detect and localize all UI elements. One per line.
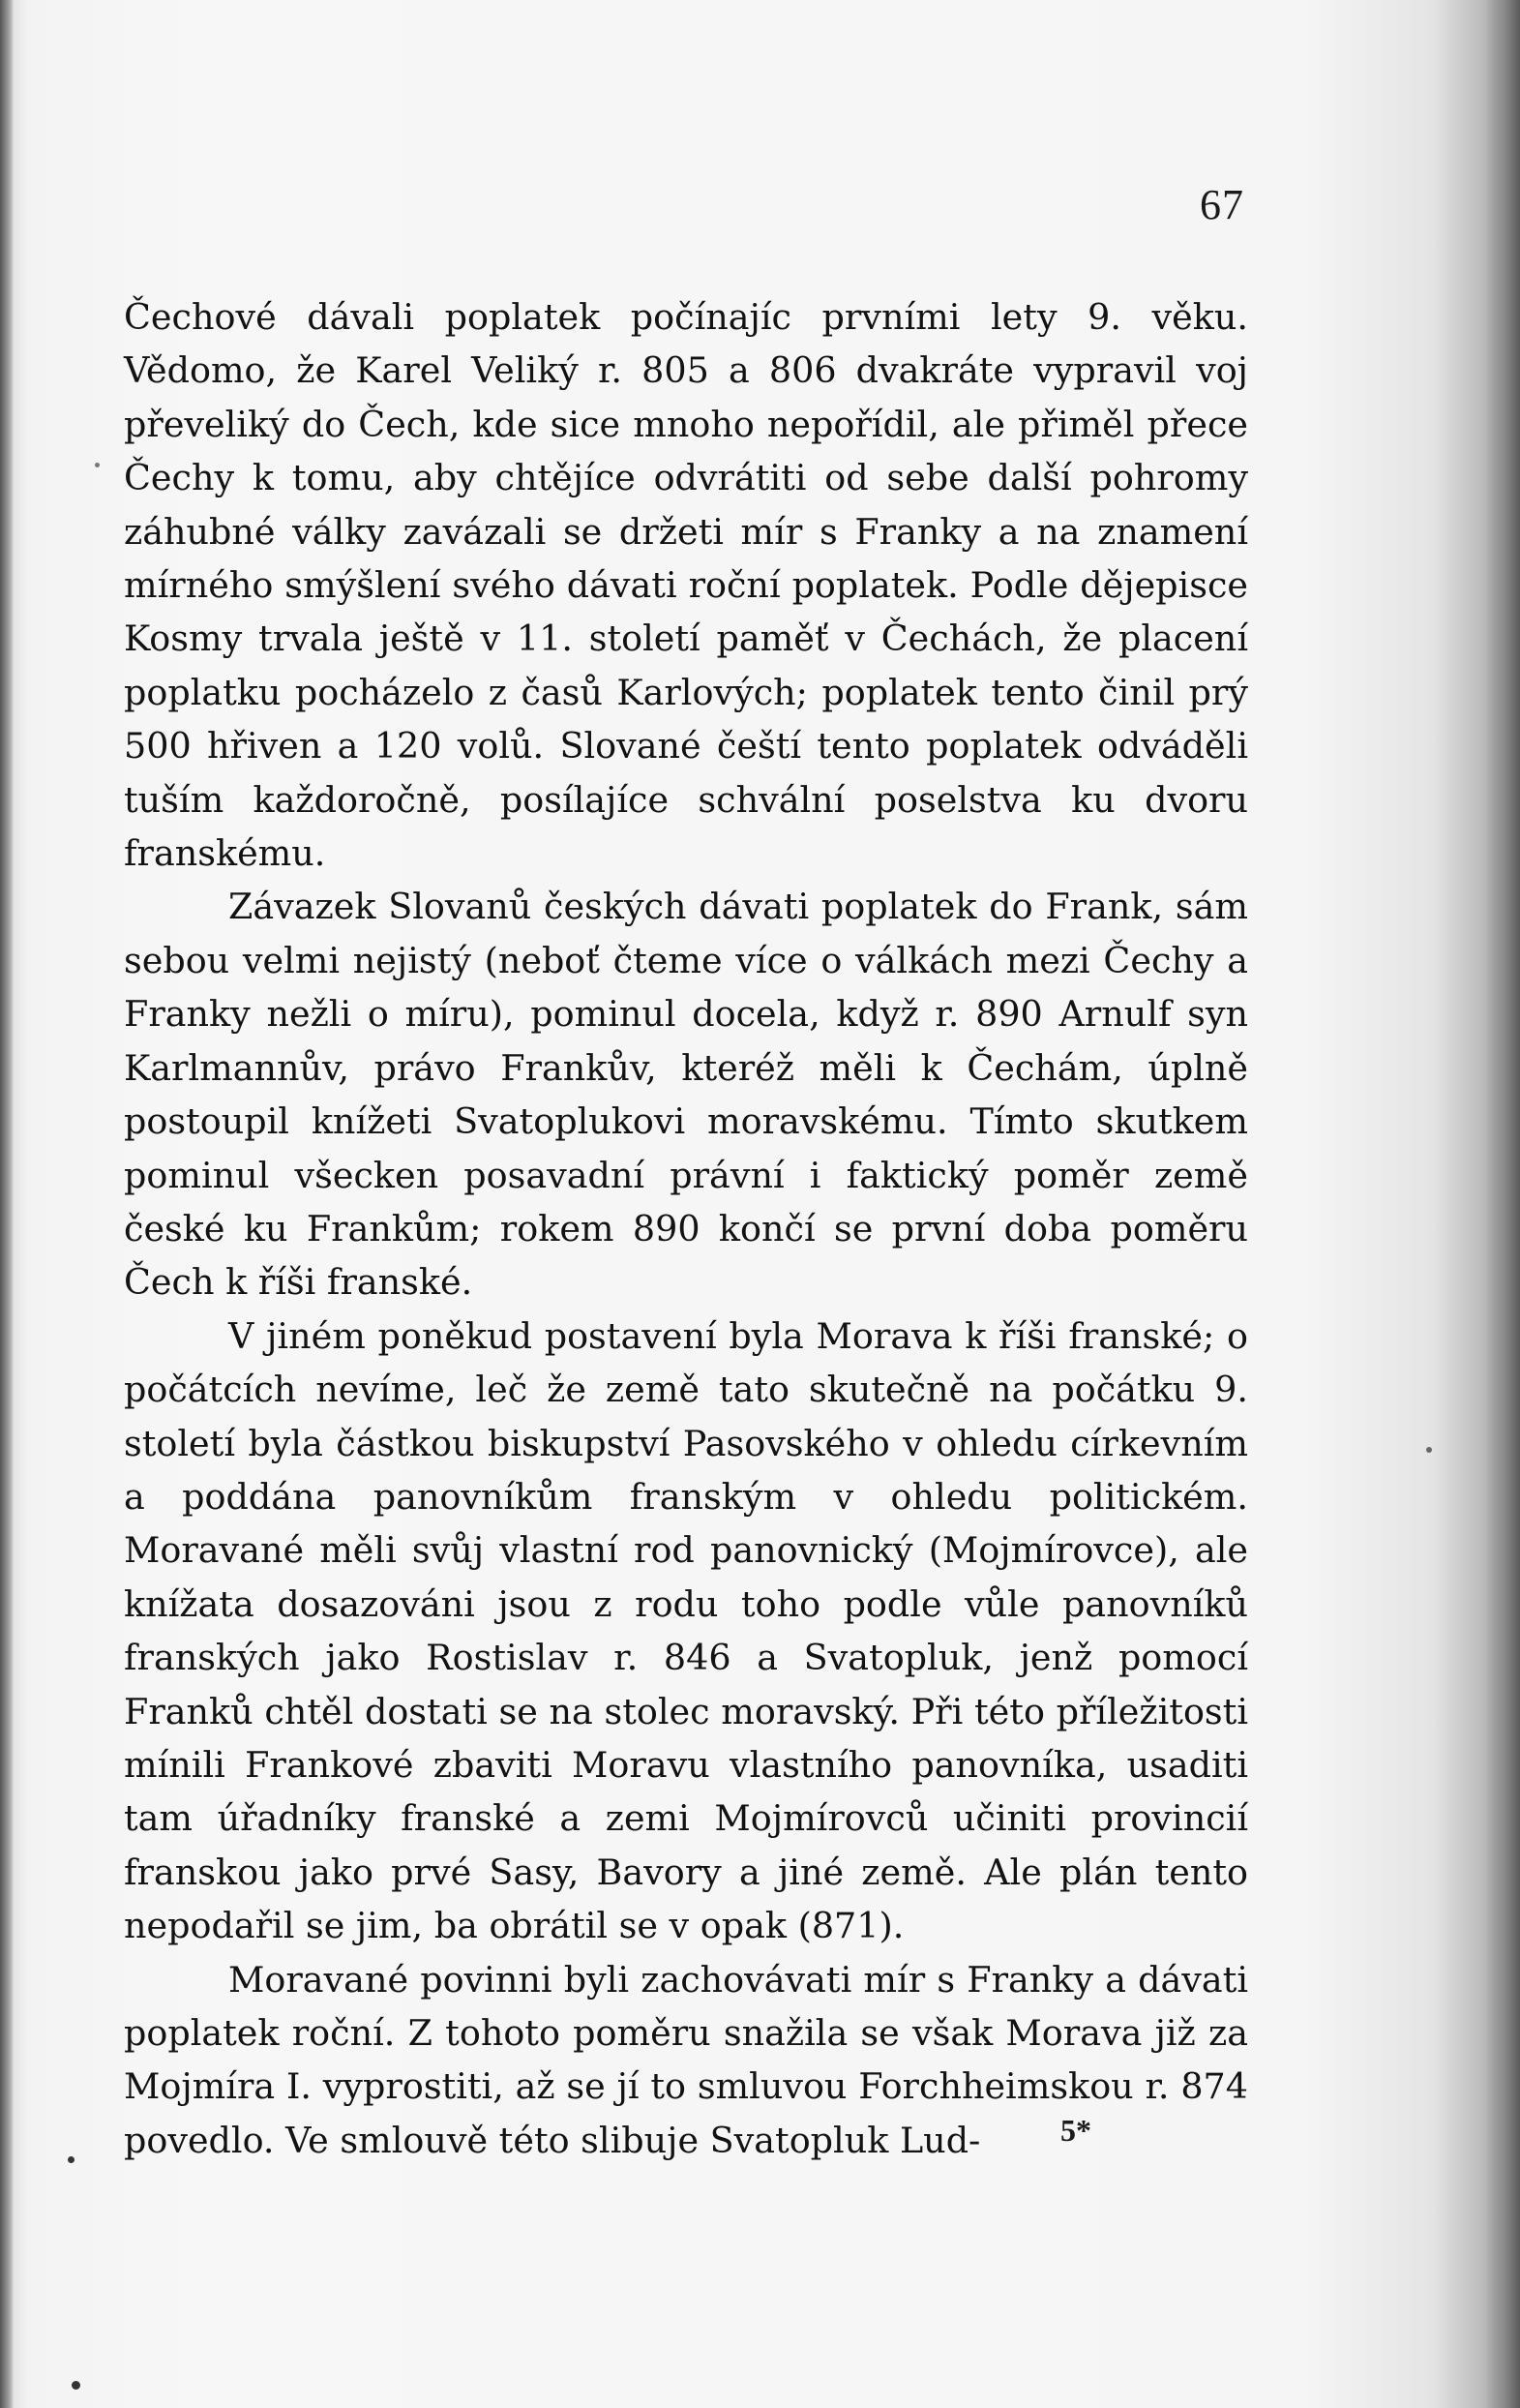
scan-speck xyxy=(1426,1447,1432,1453)
page-number: 67 xyxy=(1200,181,1244,228)
paragraph-2: Závazek Slovanů českých dávati poplatek do Frank, sám sebou velmi nejistý (neboť čteme více o válkách mezi Čechy a Franky nežli o míru), pominul docela, když r. 890 Arnulf syn Karlmannův, právo Frankův, kteréž měli k Čechám, úplně postoupil knížeti Svatoplukovi moravskému. Tímto skutkem pominul všecken posavadní právní i faktický poměr země české ku Frankům; rokem 890 končí se první doba poměru Čech k říši franské. xyxy=(124,886,1248,1304)
body-text xyxy=(124,290,1248,2167)
paragraph-1: Čechové dávali poplatek počínajíc prvními lety 9. věku. Vědomo, že Karel Veliký r. 805 a 806 dvakráte vypravil voj převeliký do Čech, kde sice mnoho nepořídil, ale přiměl přece Čechy k tomu, aby chtějíce odvrátiti od sebe další pohromy záhubné války zavázali se držeti mír s Franky a na znamení mírného smýšlení svého dávati roční poplatek. Podle dějepisce Kosmy trvala ještě v 11. století paměť v Čechách, že placení poplatku pocházelo z časů Karlových; poplatek tento činil prý 500 hřiven a 120 volů. Slované čeští tento poplatek odváděli tuším každoročně, posílajíce schvální poselstva ku dvoru franskému. xyxy=(124,296,1248,875)
page-edge-shadow xyxy=(1485,0,1520,2408)
scan-speck xyxy=(68,2156,75,2163)
paragraph-4: Moravané povinni byli zachovávati mír s Franky a dávati poplatek roční. Z tohoto poměru snažila se však Morava již za Mojmíra I. vyprostiti, až se jí to smluvou Forchheimskou r. 874 povedlo. Ve smlouvě této slibuje Svatopluk Lud- xyxy=(124,1958,1248,2161)
book-spine-shadow xyxy=(0,0,14,2408)
scan-speck xyxy=(95,463,100,467)
scan-speck xyxy=(72,2381,80,2390)
paragraph-3: V jiném poněkud postavení byla Morava k říši franské; o počátcích nevíme, leč že země tato skutečně na počátku 9. století byla částkou biskupství Pasovského v ohledu církevním a poddána panovníkům franským v ohledu politickém. Moravané měli svůj vlastní rod panovnický (Mojmírovce), ale knížata dosazováni jsou z rodu toho podle vůle panovníků franských jako Rostislav r. 846 a Svatopluk, jenž pomocí Franků chtěl dostati se na stolec moravský. Při této příležitosti mínili Frankové zbaviti Moravu vlastního panovníka, usaditi tam úřadníky franské a zemi Mojmírovců učiniti provincií franskou jako prvé Sasy, Bavory a jiné země. Ale plán tento nepodařil se jim, ba obrátil se v opak (871). xyxy=(124,1314,1248,1947)
printer-signature-mark: 5* xyxy=(1060,2113,1091,2148)
